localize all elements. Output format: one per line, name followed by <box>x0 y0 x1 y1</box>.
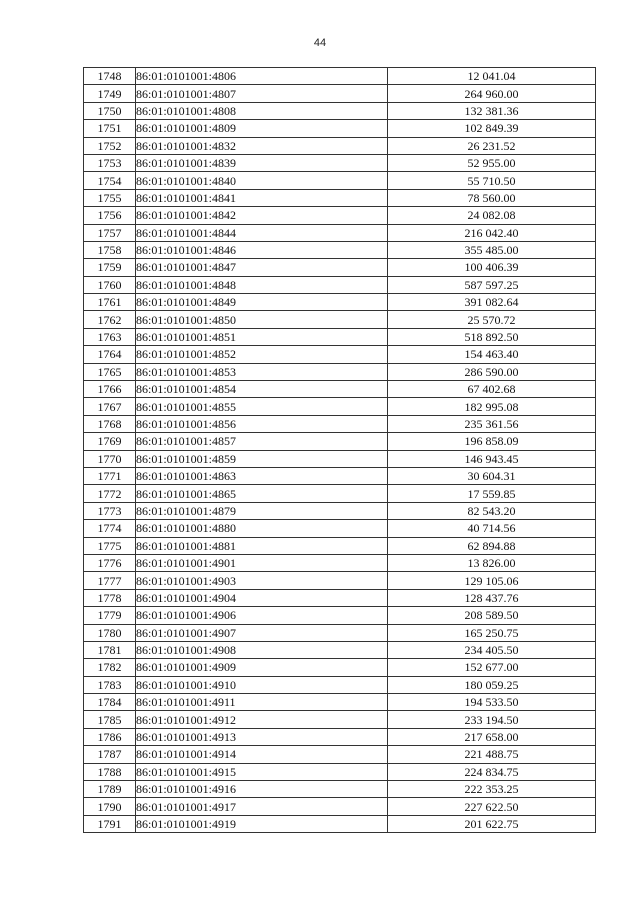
table-row <box>84 763 596 780</box>
cadastral-number-cell: 86:01:0101001:4906 <box>136 607 388 624</box>
table-row <box>84 85 596 102</box>
table-row <box>84 276 596 293</box>
cadastral-number-cell: 86:01:0101001:4839 <box>136 154 388 171</box>
table-row <box>84 433 596 450</box>
value-cell: 222 353.25 <box>388 781 596 798</box>
value-cell: 67 402.68 <box>388 381 596 398</box>
value-cell: 217 658.00 <box>388 728 596 745</box>
row-number-cell: 1788 <box>84 763 136 780</box>
cadastral-number-cell: 86:01:0101001:4806 <box>136 68 388 85</box>
cadastral-number-cell: 86:01:0101001:4859 <box>136 450 388 467</box>
row-number-cell: 1787 <box>84 746 136 763</box>
table-row <box>84 415 596 432</box>
value-cell: 146 943.45 <box>388 450 596 467</box>
value-cell: 235 361.56 <box>388 415 596 432</box>
value-cell: 224 834.75 <box>388 763 596 780</box>
row-number-cell: 1765 <box>84 363 136 380</box>
row-number-cell: 1753 <box>84 154 136 171</box>
cadastral-number-cell: 86:01:0101001:4847 <box>136 259 388 276</box>
value-cell: 194 533.50 <box>388 694 596 711</box>
value-cell: 196 858.09 <box>388 433 596 450</box>
cadastral-number-cell: 86:01:0101001:4881 <box>136 537 388 554</box>
row-number-cell: 1784 <box>84 694 136 711</box>
value-cell: 201 622.75 <box>388 815 596 832</box>
cadastral-number-cell: 86:01:0101001:4914 <box>136 746 388 763</box>
value-cell: 62 894.88 <box>388 537 596 554</box>
table-row <box>84 241 596 258</box>
value-cell: 208 589.50 <box>388 607 596 624</box>
value-cell: 286 590.00 <box>388 363 596 380</box>
value-cell: 52 955.00 <box>388 154 596 171</box>
table-row <box>84 728 596 745</box>
cadastral-number-cell: 86:01:0101001:4856 <box>136 415 388 432</box>
cadastral-number-cell: 86:01:0101001:4916 <box>136 781 388 798</box>
cadastral-number-cell: 86:01:0101001:4851 <box>136 328 388 345</box>
cadastral-number-cell: 86:01:0101001:4844 <box>136 224 388 241</box>
cadastral-number-cell: 86:01:0101001:4853 <box>136 363 388 380</box>
table-row <box>84 381 596 398</box>
cadastral-number-cell: 86:01:0101001:4909 <box>136 659 388 676</box>
cadastral-number-cell: 86:01:0101001:4904 <box>136 589 388 606</box>
value-cell: 82 543.20 <box>388 502 596 519</box>
value-cell: 129 105.06 <box>388 572 596 589</box>
cadastral-number-cell: 86:01:0101001:4807 <box>136 85 388 102</box>
value-cell: 180 059.25 <box>388 676 596 693</box>
value-cell: 587 597.25 <box>388 276 596 293</box>
value-cell: 221 488.75 <box>388 746 596 763</box>
row-number-cell: 1791 <box>84 815 136 832</box>
value-cell: 128 437.76 <box>388 589 596 606</box>
table-row <box>84 746 596 763</box>
row-number-cell: 1750 <box>84 102 136 119</box>
value-cell: 264 960.00 <box>388 85 596 102</box>
row-number-cell: 1756 <box>84 207 136 224</box>
row-number-cell: 1783 <box>84 676 136 693</box>
cadastral-number-cell: 86:01:0101001:4863 <box>136 467 388 484</box>
table-row <box>84 781 596 798</box>
row-number-cell: 1764 <box>84 346 136 363</box>
row-number-cell: 1767 <box>84 398 136 415</box>
row-number-cell: 1790 <box>84 798 136 815</box>
value-cell: 100 406.39 <box>388 259 596 276</box>
cadastral-number-cell: 86:01:0101001:4865 <box>136 485 388 502</box>
table-row <box>84 607 596 624</box>
row-number-cell: 1770 <box>84 450 136 467</box>
cadastral-number-cell: 86:01:0101001:4808 <box>136 102 388 119</box>
cadastral-number-cell: 86:01:0101001:4880 <box>136 520 388 537</box>
cadastral-number-cell: 86:01:0101001:4907 <box>136 624 388 641</box>
row-number-cell: 1789 <box>84 781 136 798</box>
row-number-cell: 1779 <box>84 607 136 624</box>
value-cell: 165 250.75 <box>388 624 596 641</box>
row-number-cell: 1754 <box>84 172 136 189</box>
table-row <box>84 624 596 641</box>
row-number-cell: 1757 <box>84 224 136 241</box>
value-cell: 216 042.40 <box>388 224 596 241</box>
table-row <box>84 207 596 224</box>
row-number-cell: 1785 <box>84 711 136 728</box>
cadastral-number-cell: 86:01:0101001:4848 <box>136 276 388 293</box>
table-row <box>84 363 596 380</box>
cadastral-number-cell: 86:01:0101001:4879 <box>136 502 388 519</box>
row-number-cell: 1749 <box>84 85 136 102</box>
cadastral-number-cell: 86:01:0101001:4850 <box>136 311 388 328</box>
cadastral-number-cell: 86:01:0101001:4913 <box>136 728 388 745</box>
table-row <box>84 154 596 171</box>
table-row <box>84 120 596 137</box>
row-number-cell: 1777 <box>84 572 136 589</box>
row-number-cell: 1759 <box>84 259 136 276</box>
cadastre-table <box>83 67 596 833</box>
table-row <box>84 641 596 658</box>
value-cell: 518 892.50 <box>388 328 596 345</box>
cadastral-number-cell: 86:01:0101001:4857 <box>136 433 388 450</box>
cadastral-number-cell: 86:01:0101001:4809 <box>136 120 388 137</box>
table-row <box>84 467 596 484</box>
table-row <box>84 294 596 311</box>
row-number-cell: 1774 <box>84 520 136 537</box>
value-cell: 40 714.56 <box>388 520 596 537</box>
value-cell: 355 485.00 <box>388 241 596 258</box>
table-row <box>84 137 596 154</box>
row-number-cell: 1766 <box>84 381 136 398</box>
row-number-cell: 1771 <box>84 467 136 484</box>
cadastral-number-cell: 86:01:0101001:4855 <box>136 398 388 415</box>
table-row <box>84 311 596 328</box>
row-number-cell: 1778 <box>84 589 136 606</box>
table-row <box>84 554 596 571</box>
cadastral-number-cell: 86:01:0101001:4841 <box>136 189 388 206</box>
table-row <box>84 520 596 537</box>
row-number-cell: 1755 <box>84 189 136 206</box>
value-cell: 102 849.39 <box>388 120 596 137</box>
cadastral-number-cell: 86:01:0101001:4849 <box>136 294 388 311</box>
row-number-cell: 1782 <box>84 659 136 676</box>
value-cell: 154 463.40 <box>388 346 596 363</box>
cadastral-number-cell: 86:01:0101001:4917 <box>136 798 388 815</box>
value-cell: 391 082.64 <box>388 294 596 311</box>
cadastral-number-cell: 86:01:0101001:4919 <box>136 815 388 832</box>
value-cell: 25 570.72 <box>388 311 596 328</box>
table-row <box>84 798 596 815</box>
cadastral-number-cell: 86:01:0101001:4846 <box>136 241 388 258</box>
page-number: 44 <box>313 37 327 49</box>
row-number-cell: 1751 <box>84 120 136 137</box>
table-row <box>84 450 596 467</box>
table-row <box>84 346 596 363</box>
value-cell: 182 995.08 <box>388 398 596 415</box>
value-cell: 13 826.00 <box>388 554 596 571</box>
value-cell: 30 604.31 <box>388 467 596 484</box>
row-number-cell: 1769 <box>84 433 136 450</box>
row-number-cell: 1762 <box>84 311 136 328</box>
row-number-cell: 1786 <box>84 728 136 745</box>
table-row <box>84 224 596 241</box>
cadastral-number-cell: 86:01:0101001:4842 <box>136 207 388 224</box>
table-row <box>84 102 596 119</box>
cadastral-number-cell: 86:01:0101001:4903 <box>136 572 388 589</box>
table-row <box>84 172 596 189</box>
table-row <box>84 502 596 519</box>
row-number-cell: 1748 <box>84 68 136 85</box>
value-cell: 132 381.36 <box>388 102 596 119</box>
table-row <box>84 398 596 415</box>
value-cell: 227 622.50 <box>388 798 596 815</box>
cadastral-number-cell: 86:01:0101001:4854 <box>136 381 388 398</box>
value-cell: 55 710.50 <box>388 172 596 189</box>
row-number-cell: 1780 <box>84 624 136 641</box>
cadastral-number-cell: 86:01:0101001:4908 <box>136 641 388 658</box>
value-cell: 234 405.50 <box>388 641 596 658</box>
table-row <box>84 572 596 589</box>
value-cell: 152 677.00 <box>388 659 596 676</box>
cadastral-number-cell: 86:01:0101001:4915 <box>136 763 388 780</box>
table-row <box>84 485 596 502</box>
row-number-cell: 1773 <box>84 502 136 519</box>
value-cell: 233 194.50 <box>388 711 596 728</box>
value-cell: 12 041.04 <box>388 68 596 85</box>
value-cell: 24 082.08 <box>388 207 596 224</box>
row-number-cell: 1772 <box>84 485 136 502</box>
table-row <box>84 328 596 345</box>
row-number-cell: 1781 <box>84 641 136 658</box>
table-body <box>84 68 596 833</box>
cadastral-number-cell: 86:01:0101001:4832 <box>136 137 388 154</box>
row-number-cell: 1776 <box>84 554 136 571</box>
cadastral-number-cell: 86:01:0101001:4840 <box>136 172 388 189</box>
table-row <box>84 589 596 606</box>
table-row <box>84 676 596 693</box>
row-number-cell: 1768 <box>84 415 136 432</box>
table-row <box>84 815 596 832</box>
row-number-cell: 1758 <box>84 241 136 258</box>
row-number-cell: 1760 <box>84 276 136 293</box>
table-row <box>84 189 596 206</box>
cadastral-number-cell: 86:01:0101001:4912 <box>136 711 388 728</box>
value-cell: 78 560.00 <box>388 189 596 206</box>
row-number-cell: 1775 <box>84 537 136 554</box>
table-row <box>84 659 596 676</box>
cadastral-number-cell: 86:01:0101001:4910 <box>136 676 388 693</box>
cadastral-number-cell: 86:01:0101001:4911 <box>136 694 388 711</box>
table-row <box>84 259 596 276</box>
row-number-cell: 1761 <box>84 294 136 311</box>
value-cell: 17 559.85 <box>388 485 596 502</box>
cadastral-number-cell: 86:01:0101001:4901 <box>136 554 388 571</box>
row-number-cell: 1752 <box>84 137 136 154</box>
table-row <box>84 68 596 85</box>
cadastral-number-cell: 86:01:0101001:4852 <box>136 346 388 363</box>
table-row <box>84 537 596 554</box>
table-row <box>84 694 596 711</box>
row-number-cell: 1763 <box>84 328 136 345</box>
table-row <box>84 711 596 728</box>
value-cell: 26 231.52 <box>388 137 596 154</box>
